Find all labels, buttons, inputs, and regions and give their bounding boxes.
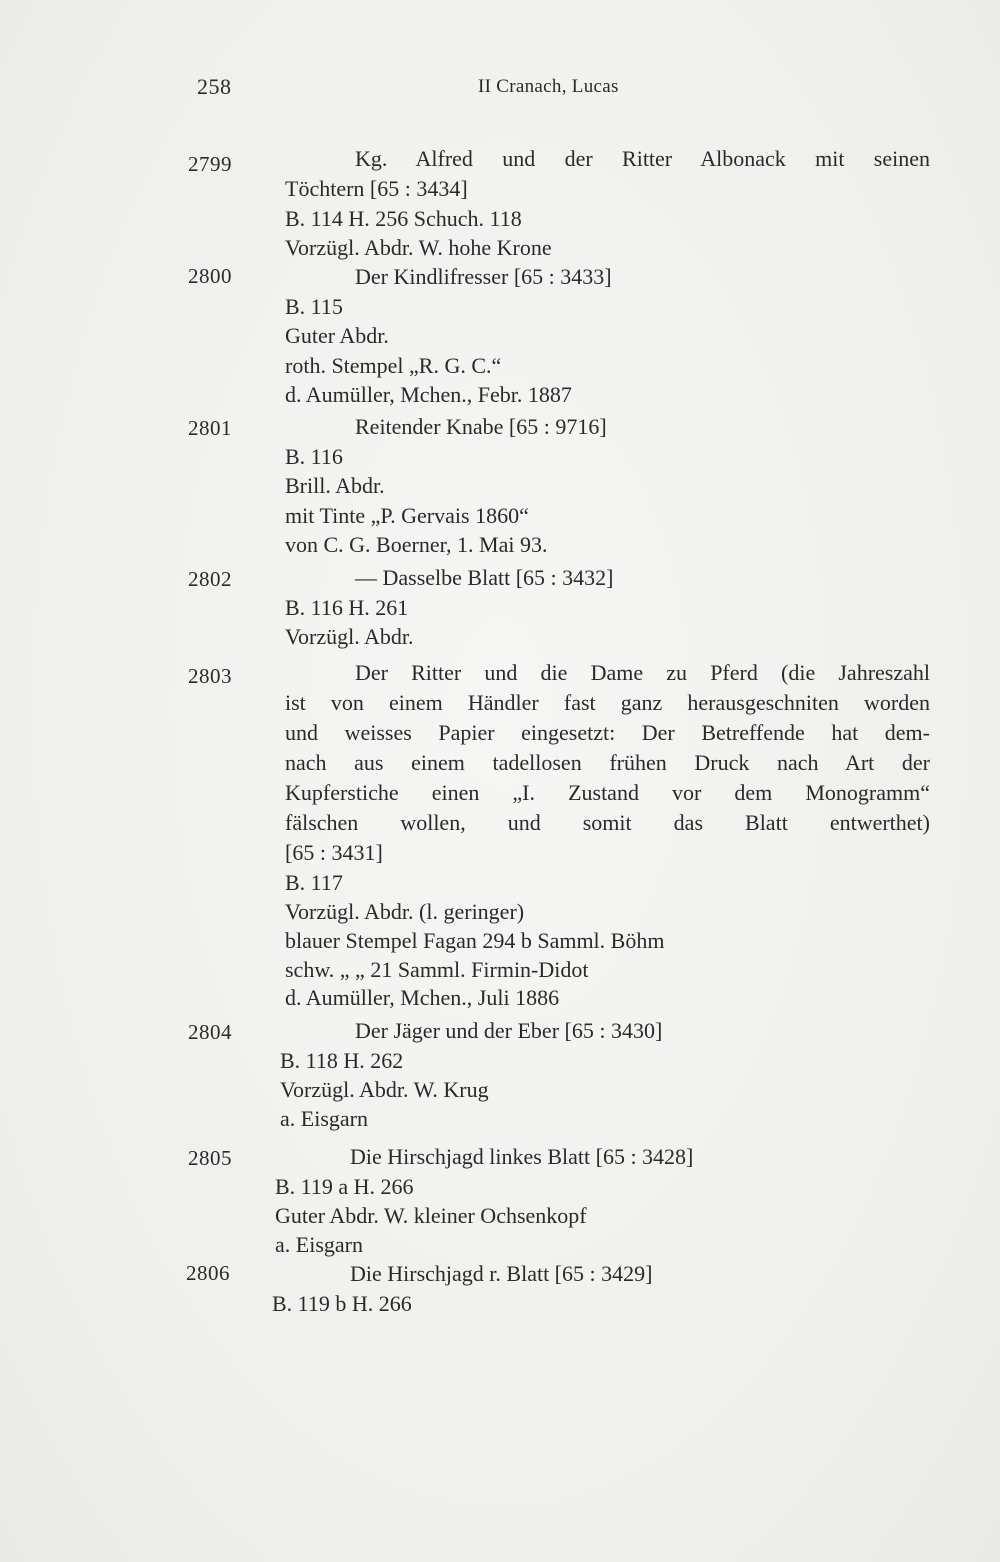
- entry-line: B. 116: [285, 444, 343, 469]
- entry-line: B. 119 b H. 266: [272, 1291, 412, 1316]
- entry-line: Guter Abdr.: [285, 323, 389, 348]
- entry-title: Die Hirschjagd linkes Blatt [65 : 3428]: [350, 1144, 694, 1169]
- entry-line: [65 : 3431]: [285, 840, 383, 865]
- entry-line: a. Eisgarn: [275, 1232, 363, 1257]
- entry-line: von C. G. Boerner, 1. Mai 93.: [285, 532, 548, 557]
- entry-line: Töchtern [65 : 3434]: [285, 176, 468, 201]
- entry-line: und weisses Papier eingesetzt: Der Betreffende hat dem-: [285, 720, 930, 745]
- entry-number: 2800: [188, 264, 232, 288]
- entry-number: 2805: [188, 1146, 232, 1170]
- entry-title: Reitender Knabe [65 : 9716]: [355, 414, 607, 439]
- entry-line: blauer Stempel Fagan 294 b Samml. Böhm: [285, 928, 665, 953]
- entry-line: B. 116 H. 261: [285, 595, 409, 620]
- entry-line: ist von einem Händler fast ganz herausgeschniten worden: [285, 690, 930, 715]
- entry-line: nach aus einem tadellosen frühen Druck nach Art der: [285, 750, 930, 775]
- entry-line: mit Tinte „P. Gervais 1860“: [285, 503, 529, 528]
- entry-line: d. Aumüller, Mchen., Febr. 1887: [285, 382, 572, 407]
- entry-line: Vorzügl. Abdr. (l. geringer): [285, 899, 525, 924]
- entry-title: — Dasselbe Blatt [65 : 3432]: [355, 565, 614, 590]
- entry-number: 2799: [188, 152, 232, 176]
- entry-line: Guter Abdr. W. kleiner Ochsenkopf: [275, 1203, 587, 1228]
- entry-line: Brill. Abdr.: [285, 473, 385, 498]
- entry-line-text: schw. „ „ 21 Samml. Firmin-Didot: [285, 957, 589, 982]
- entry-title: Der Jäger und der Eber [65 : 3430]: [355, 1018, 663, 1043]
- running-head: II Cranach, Lucas: [478, 76, 619, 97]
- entry-line: a. Eisgarn: [280, 1106, 368, 1131]
- entry-line: B. 119 a H. 266: [275, 1174, 414, 1199]
- entry-number: 2801: [188, 416, 232, 440]
- page-number: 258: [197, 74, 232, 99]
- entry-line: B. 118 H. 262: [280, 1048, 404, 1073]
- entry-line: Kupferstiche einen „I. Zustand vor dem Monogramm“: [285, 780, 930, 805]
- entry-title: Kg. Alfred und der Ritter Albonack mit seinen: [355, 146, 930, 171]
- entry-number: 2803: [188, 664, 232, 688]
- entry-title: Der Kindlifresser [65 : 3433]: [355, 264, 612, 289]
- entry-number: 2804: [188, 1020, 232, 1044]
- entry-line: roth. Stempel „R. G. C.“: [285, 353, 502, 378]
- entry-title: Der Ritter und die Dame zu Pferd (die Jahreszahl: [355, 660, 930, 685]
- page-header: [0, 74, 1000, 104]
- entry-line: B. 114 H. 256 Schuch. 118: [285, 206, 522, 231]
- entry-line: Vorzügl. Abdr. W. Krug: [280, 1077, 489, 1102]
- entry-line: d. Aumüller, Mchen., Juli 1886: [285, 985, 560, 1010]
- entry-line: Vorzügl. Abdr.: [285, 624, 414, 649]
- entry-title: Die Hirschjagd r. Blatt [65 : 3429]: [350, 1261, 653, 1286]
- entry-line: Vorzügl. Abdr. W. hohe Krone: [285, 235, 552, 260]
- entry-number: 2802: [188, 567, 232, 591]
- entry-line: B. 115: [285, 294, 343, 319]
- entry-line: B. 117: [285, 870, 343, 895]
- entry-line: fälschen wollen, und somit das Blatt entwerthet): [285, 810, 930, 835]
- entry-line: [285, 957, 589, 983]
- entry-number: 2806: [186, 1261, 230, 1285]
